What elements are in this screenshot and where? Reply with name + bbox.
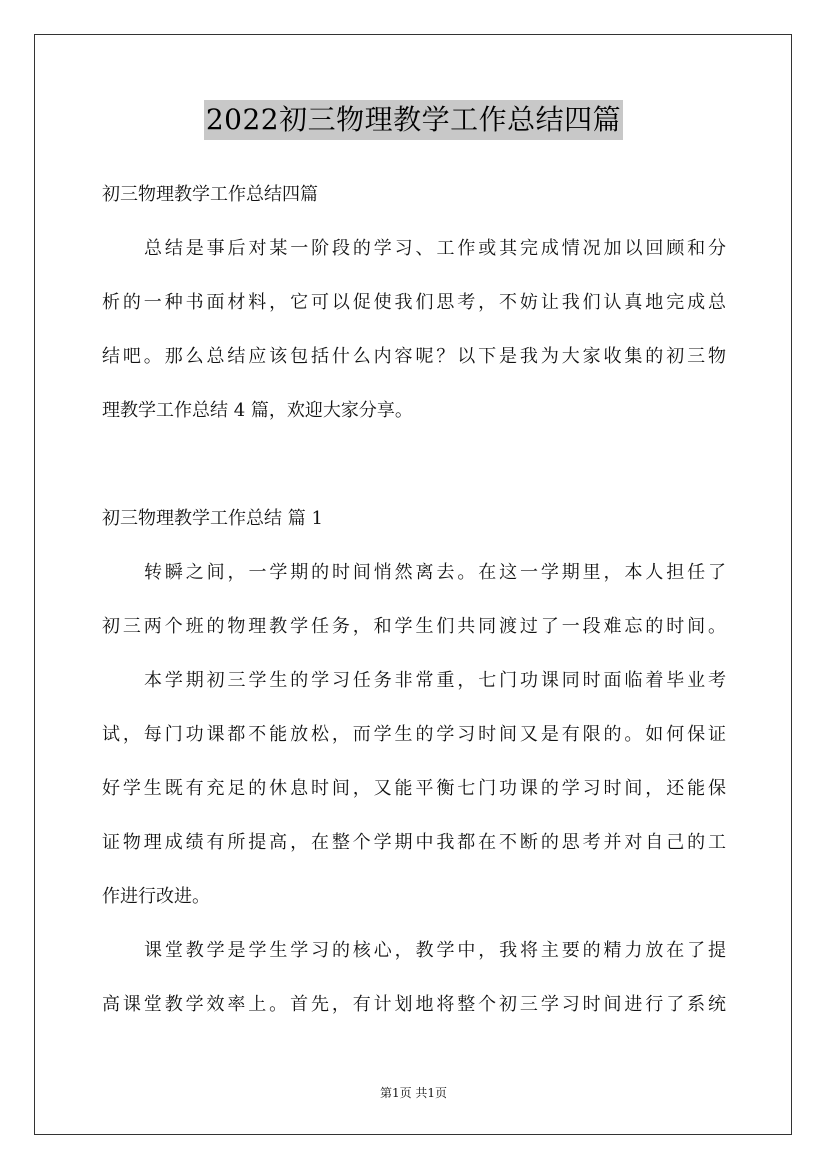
title-wrap [0, 100, 827, 140]
subtitle: 初三物理教学工作总结四篇 [102, 184, 318, 205]
page-footer: 第1页 共1页 [379, 1086, 448, 1100]
intro-line: 结吧。那么总结应该包括什么内容呢？以下是我为大家收集的初三物 [102, 346, 726, 367]
paragraph-line: 初三两个班的物理教学任务，和学生们共同渡过了一段难忘的时间。 [102, 616, 726, 637]
paragraph-line: 高课堂教学效率上。首先，有计划地将整个初三学习时间进行了系统 [102, 994, 726, 1015]
paragraph-line: 证物理成绩有所提高，在整个学期中我都在不断的思考并对自己的工 [102, 832, 726, 853]
intro-line: 总结是事后对某一阶段的学习、工作或其完成情况加以回顾和分 [144, 238, 726, 259]
paragraph-line: 本学期初三学生的学习任务非常重，七门功课同时面临着毕业考 [144, 670, 726, 691]
paragraph-line: 好学生既有充足的休息时间，又能平衡七门功课的学习时间，还能保 [102, 778, 726, 799]
section-heading: 初三物理教学工作总结 篇 1 [102, 508, 323, 529]
paragraph-line: 转瞬之间，一学期的时间悄然离去。在这一学期里，本人担任了 [144, 562, 726, 583]
document-body [102, 168, 726, 1032]
blank-line [102, 438, 726, 492]
intro-line: 理教学工作总结 4 篇，欢迎大家分享。 [102, 400, 413, 421]
paragraph-line: 试，每门功课都不能放松，而学生的学习时间又是有限的。如何保证 [102, 724, 726, 745]
paragraph-line: 作进行改进。 [102, 886, 210, 907]
document-title: 2022初三物理教学工作总结四篇 [204, 100, 623, 140]
paragraph-line: 课堂教学是学生学习的核心，教学中，我将主要的精力放在了提 [144, 940, 726, 961]
intro-line: 析的一种书面材料，它可以促使我们思考，不妨让我们认真地完成总 [102, 292, 726, 313]
